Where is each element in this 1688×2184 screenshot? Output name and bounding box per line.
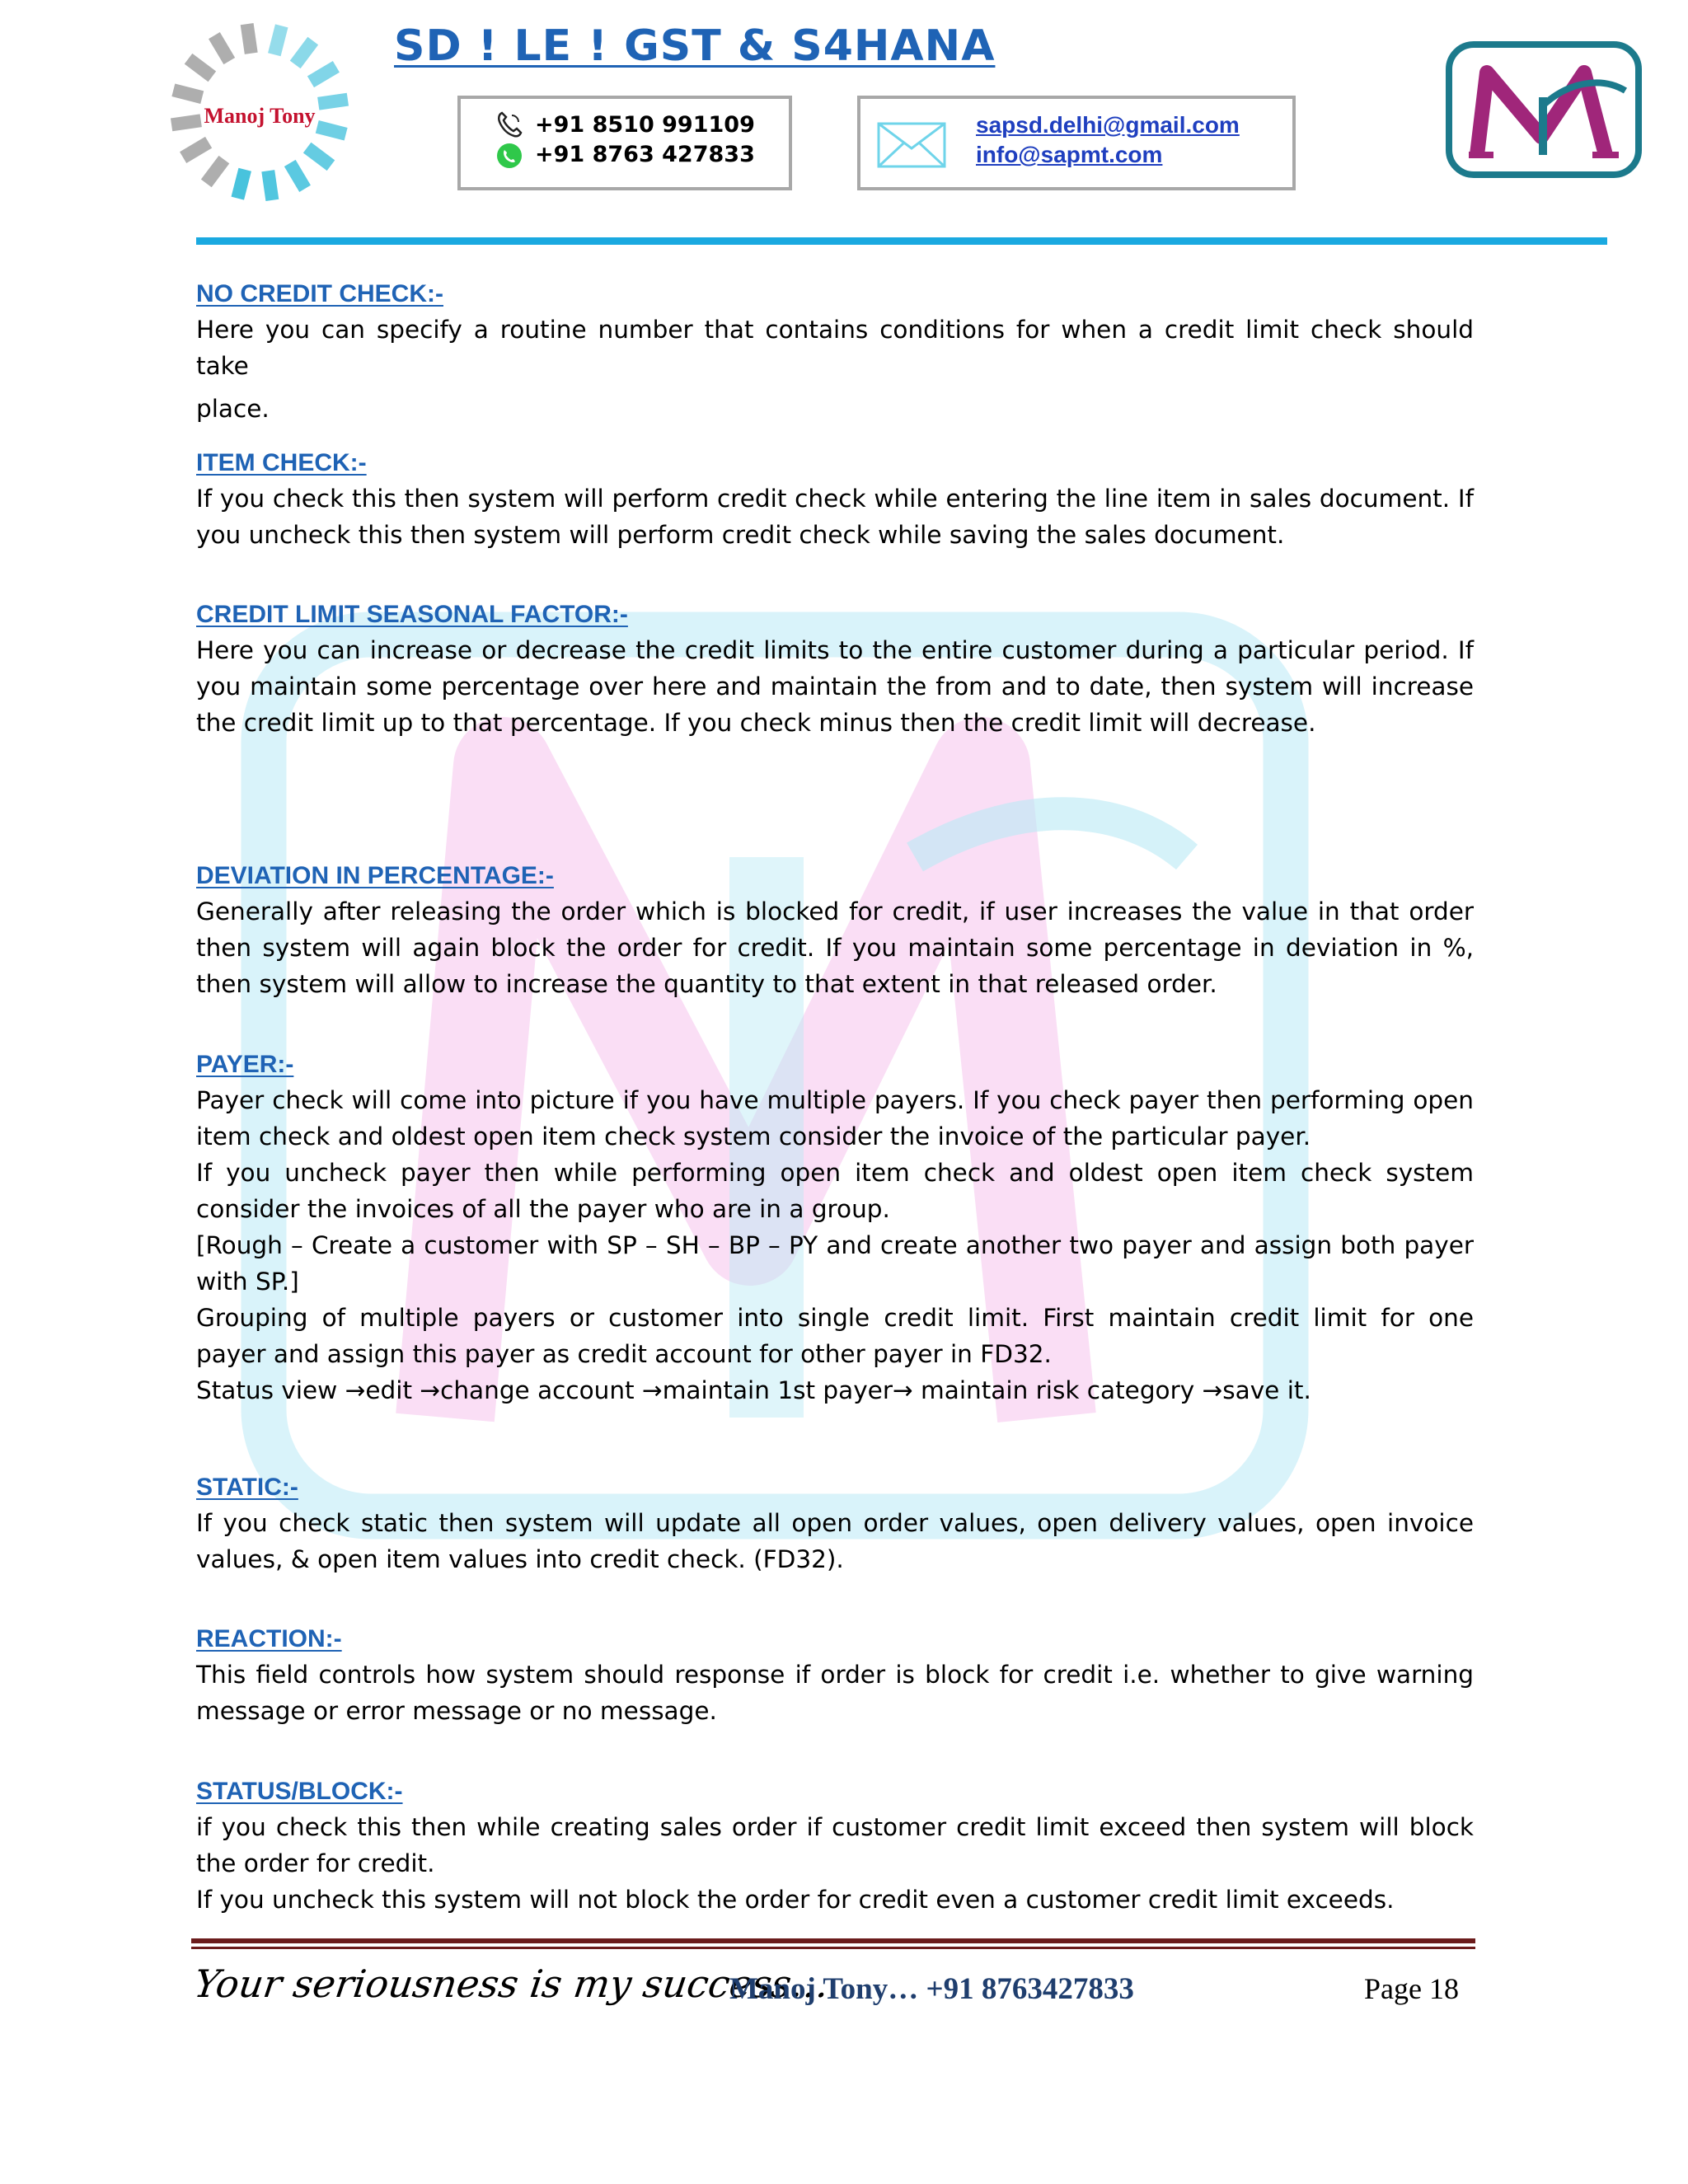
text-line: [Rough – Create a customer with SP – SH – BP – PY and create another two payer and assign both payer [196,1231,1474,1259]
footer-divider-thick [191,1938,1475,1943]
logo-ray [290,163,305,189]
text-line: This field controls how system should response if order is block for credit i.e. whether to give warning [196,1661,1474,1689]
logo-ray [237,170,245,199]
section-heading: NO CREDIT CHECK:- [196,280,443,307]
logo-ray [206,160,224,184]
text-line: place. [196,395,270,423]
section-heading: DEVIATION IN PERCENTAGE:- [196,862,554,889]
text-line: Here you can specify a routine number that contains conditions for when a credit limit check should take [196,316,1474,380]
section-reaction [196,1625,1474,1729]
logo-ray [311,67,336,82]
footer-divider-thin [191,1947,1475,1949]
logo-ray [173,90,202,97]
footer-slogan: Your seriousness is my success… [191,1961,832,2006]
section-heading: PAYER:- [196,1051,294,1078]
text-line: Here you can increase or decrease the credit limits to the entire customer during a particular period. If [196,636,1474,664]
section-body [196,480,1474,553]
text-line: If you check static then system will update all open order values, open delivery values, open invoice [196,1509,1474,1537]
section-body [196,1657,1474,1729]
text-line: if you check this then while creating sales order if customer credit limit exceed then system will block [196,1813,1474,1841]
page-number: Page 18 [1364,1972,1459,2005]
email-contact-box [857,96,1296,190]
text-line: the credit limit up to that percentage. If you check minus then the credit limit will decrease. [196,709,1316,737]
section-body [196,893,1474,1002]
section-body [196,1082,1474,1408]
section-heading: ITEM CHECK:- [196,449,367,476]
text-line: If you uncheck payer then while performing open item check and oldest open item check system [196,1159,1474,1187]
mail-icon [877,122,946,168]
section-status-block [196,1778,1474,1918]
section-body [196,1809,1474,1918]
footer-contact: Manoj Tony… +91 8763427833 [729,1972,1134,2006]
section-body [196,312,1474,427]
logo-ray [295,41,313,65]
section-heading: REACTION:- [196,1625,342,1652]
logo-ray [274,26,282,54]
text-line: If you uncheck this system will not block the order for credit even a customer credit limit exceeds. [196,1886,1395,1914]
section-no-credit-check [196,280,1474,427]
section-static [196,1474,1474,1577]
phone-number-1[interactable]: +91 8510 991109 [535,112,755,138]
phone-contact-box [457,96,792,190]
text-line: the order for credit. [196,1849,435,1877]
logo-ray [318,100,348,104]
section-payer [196,1051,1474,1408]
header-title[interactable]: SD ! LE ! GST & S4HANA [394,21,996,71]
text-line: values, & open item values into credit check. (FD32). [196,1545,844,1573]
text-line: with SP.] [196,1268,299,1296]
section-item-check [196,449,1474,553]
logo-ray [183,143,209,157]
section-body [196,1505,1474,1577]
section-deviation-in-percentage [196,862,1474,1002]
phone-number-2[interactable]: +91 8763 427833 [535,142,755,167]
text-line: you maintain some percentage over here and maintain the from and to date, then system will increase [196,673,1474,701]
header-divider [196,237,1607,245]
text-line: Status view →edit →change account →maintain 1st payer→ maintain risk category →save it. [196,1376,1311,1404]
text-line: you uncheck this then system will perform credit check while saving the sales document. [196,521,1285,549]
section-body [196,632,1474,741]
text-line: payer and assign this payer as credit account for other payer in FD32. [196,1340,1052,1368]
mt-logo [1444,40,1643,180]
text-line: Grouping of multiple payers or customer into single credit limit. First maintain credit limit for one [196,1304,1474,1332]
text-line: item check and oldest open item check system consider the invoice of the particular payer. [196,1122,1311,1151]
logo-ray [307,148,331,166]
section-heading: STATIC:- [196,1474,298,1501]
manoj-tony-logo [155,18,364,206]
text-line: message or error message or no message. [196,1697,717,1725]
logo-ray [214,35,229,61]
section-heading: STATUS/BLOCK:- [196,1778,403,1805]
section-heading: CREDIT LIMIT SEASONAL FACTOR:- [196,601,628,628]
text-line: If you check this then system will perform credit check while entering the line item in sales document. If [196,485,1474,513]
text-line: Payer check will come into picture if you have multiple payers. If you check payer then performing open [196,1086,1474,1114]
email-link-2[interactable]: info@sapmt.com [976,142,1163,167]
whatsapp-icon [495,142,523,170]
logo-ray [247,24,251,54]
section-credit-limit-seasonal-factor [196,601,1474,741]
logo-left-name: Manoj Tony [204,104,316,128]
text-line: consider the invoices of all the payer who are in a group. [196,1195,890,1223]
logo-ray [189,59,213,77]
text-line: then system will again block the order for credit. If you maintain some percentage in deviation in %, [196,934,1474,962]
text-line: then system will allow to increase the quantity to that extent in that released order. [196,970,1217,998]
logo-ray [268,171,272,200]
phone-icon [495,110,523,138]
email-link-1[interactable]: sapsd.delhi@gmail.com [976,112,1240,138]
text-line: Generally after releasing the order which is blocked for credit, if user increases the value in that order [196,898,1474,926]
